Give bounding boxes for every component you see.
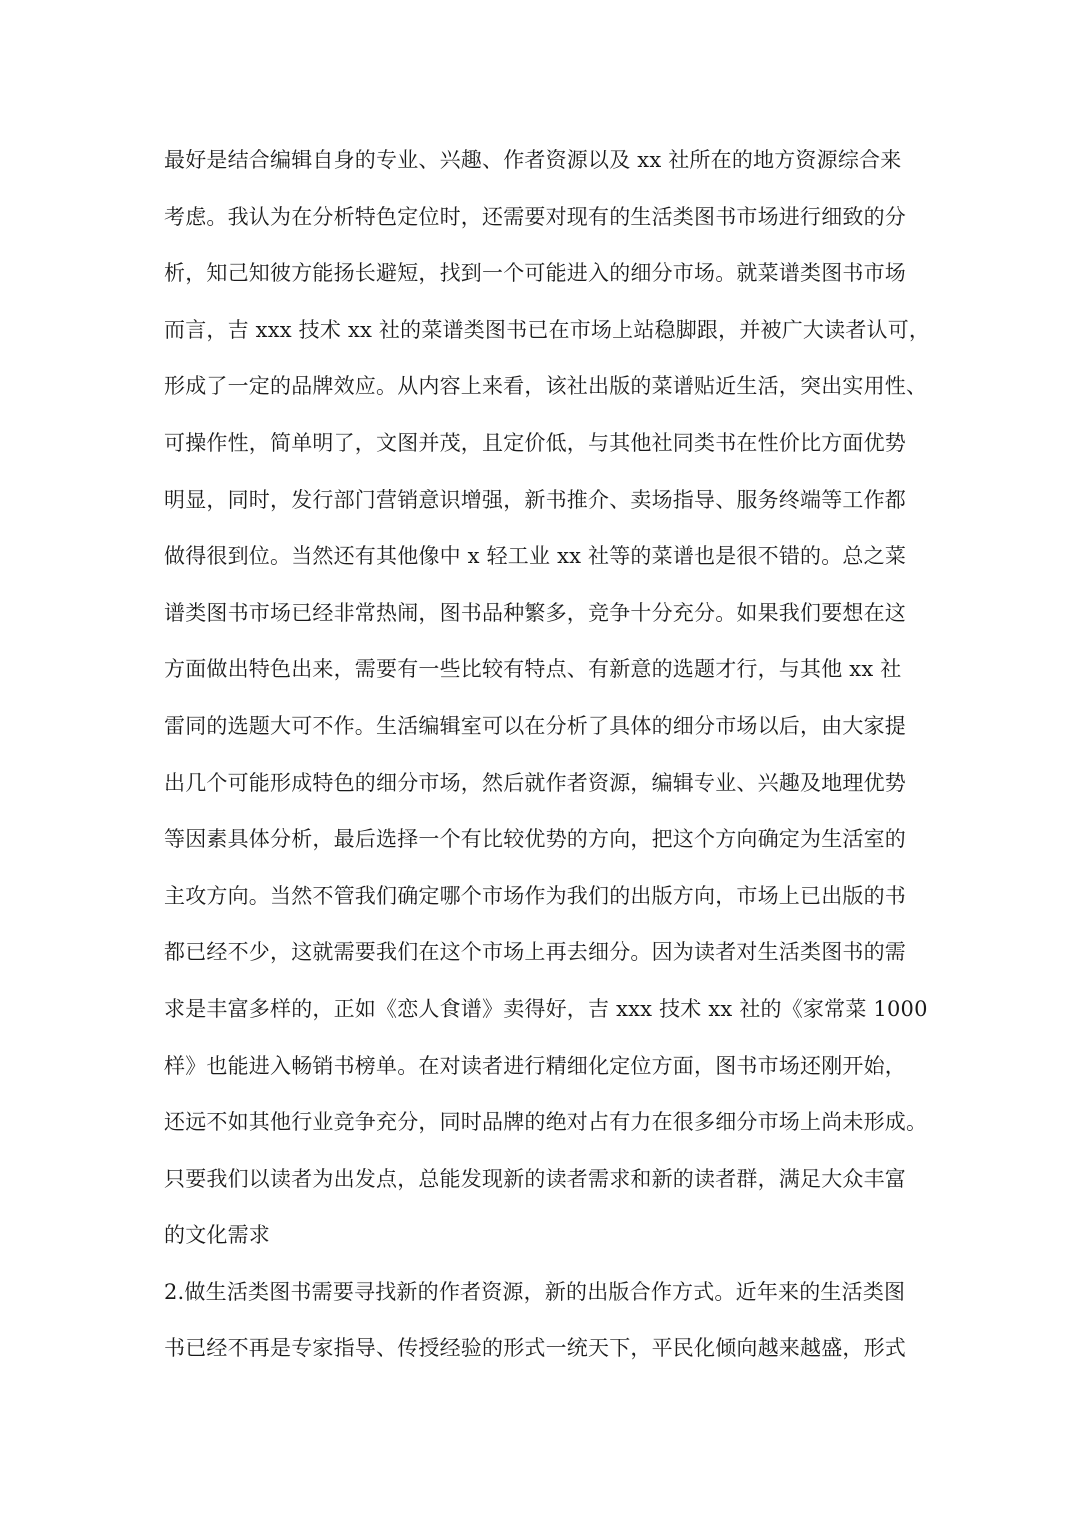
text-line: 方面做出特色出来，需要有一些比较有特点、有新意的选题才行，与其他 xx 社 [164, 657, 902, 682]
text-line: 雷同的选题大可不作。生活编辑室可以在分析了具体的细分市场以后，由大家提 [164, 713, 906, 738]
text-line: 样》也能进入畅销书榜单。在对读者进行精细化定位方面，图书市场还刚开始， [164, 1053, 906, 1078]
text-line: 形成了一定的品牌效应。从内容上来看，该社出版的菜谱贴近生活，突出实用性、 [164, 374, 928, 399]
text-line: 做得很到位。当然还有其他像中 x 轻工业 xx 社等的菜谱也是很不错的。总之菜 [164, 544, 907, 569]
text-line: 而言，吉 xxx 技术 xx 社的菜谱类图书已在市场上站稳脚跟，并被广大读者认可， [164, 317, 931, 342]
text-line: 主攻方向。当然不管我们确定哪个市场作为我们的出版方向，市场上已出版的书 [164, 883, 906, 908]
text-line: 的文化需求 [164, 1223, 270, 1248]
text-line: 明显，同时，发行部门营销意识增强，新书推介、卖场指导、服务终端等工作都 [164, 487, 906, 512]
text-line: 还远不如其他行业竞争充分，同时品牌的绝对占有力在很多细分市场上尚未形成。 [164, 1110, 928, 1135]
text-line: 2.做生活类图书需要寻找新的作者资源，新的出版合作方式。近年来的生活类图 [164, 1279, 906, 1304]
body-text [164, 136, 931, 1381]
text-line: 求是丰富多样的，正如《恋人食谱》卖得好，吉 xxx 技术 xx 社的《家常菜 1000 [164, 996, 928, 1021]
text-line: 谱类图书市场已经非常热闹，图书品种繁多，竞争十分充分。如果我们要想在这 [164, 600, 906, 625]
text-line: 析，知己知彼方能扬长避短，找到一个可能进入的细分市场。就菜谱类图书市场 [164, 261, 906, 286]
text-line: 等因素具体分析，最后选择一个有比较优势的方向，把这个方向确定为生活室的 [164, 827, 906, 852]
text-line: 出几个可能形成特色的细分市场，然后就作者资源，编辑专业、兴趣及地理优势 [164, 770, 906, 795]
text-line: 书已经不再是专家指导、传授经验的形式一统天下，平民化倾向越来越盛，形式 [164, 1336, 906, 1361]
text-line: 可操作性，简单明了，文图并茂，且定价低，与其他社同类书在性价比方面优势 [164, 430, 906, 455]
text-line: 最好是结合编辑自身的专业、兴趣、作者资源以及 xx 社所在的地方资源综合来 [164, 148, 902, 172]
text-line: 都已经不少，这就需要我们在这个市场上再去细分。因为读者对生活类图书的需 [164, 940, 906, 965]
text-line: 只要我们以读者为出发点，总能发现新的读者需求和新的读者群，满足大众丰富 [164, 1166, 906, 1191]
text-line: 考虑。我认为在分析特色定位时，还需要对现有的生活类图书市场进行细致的分 [164, 204, 906, 229]
